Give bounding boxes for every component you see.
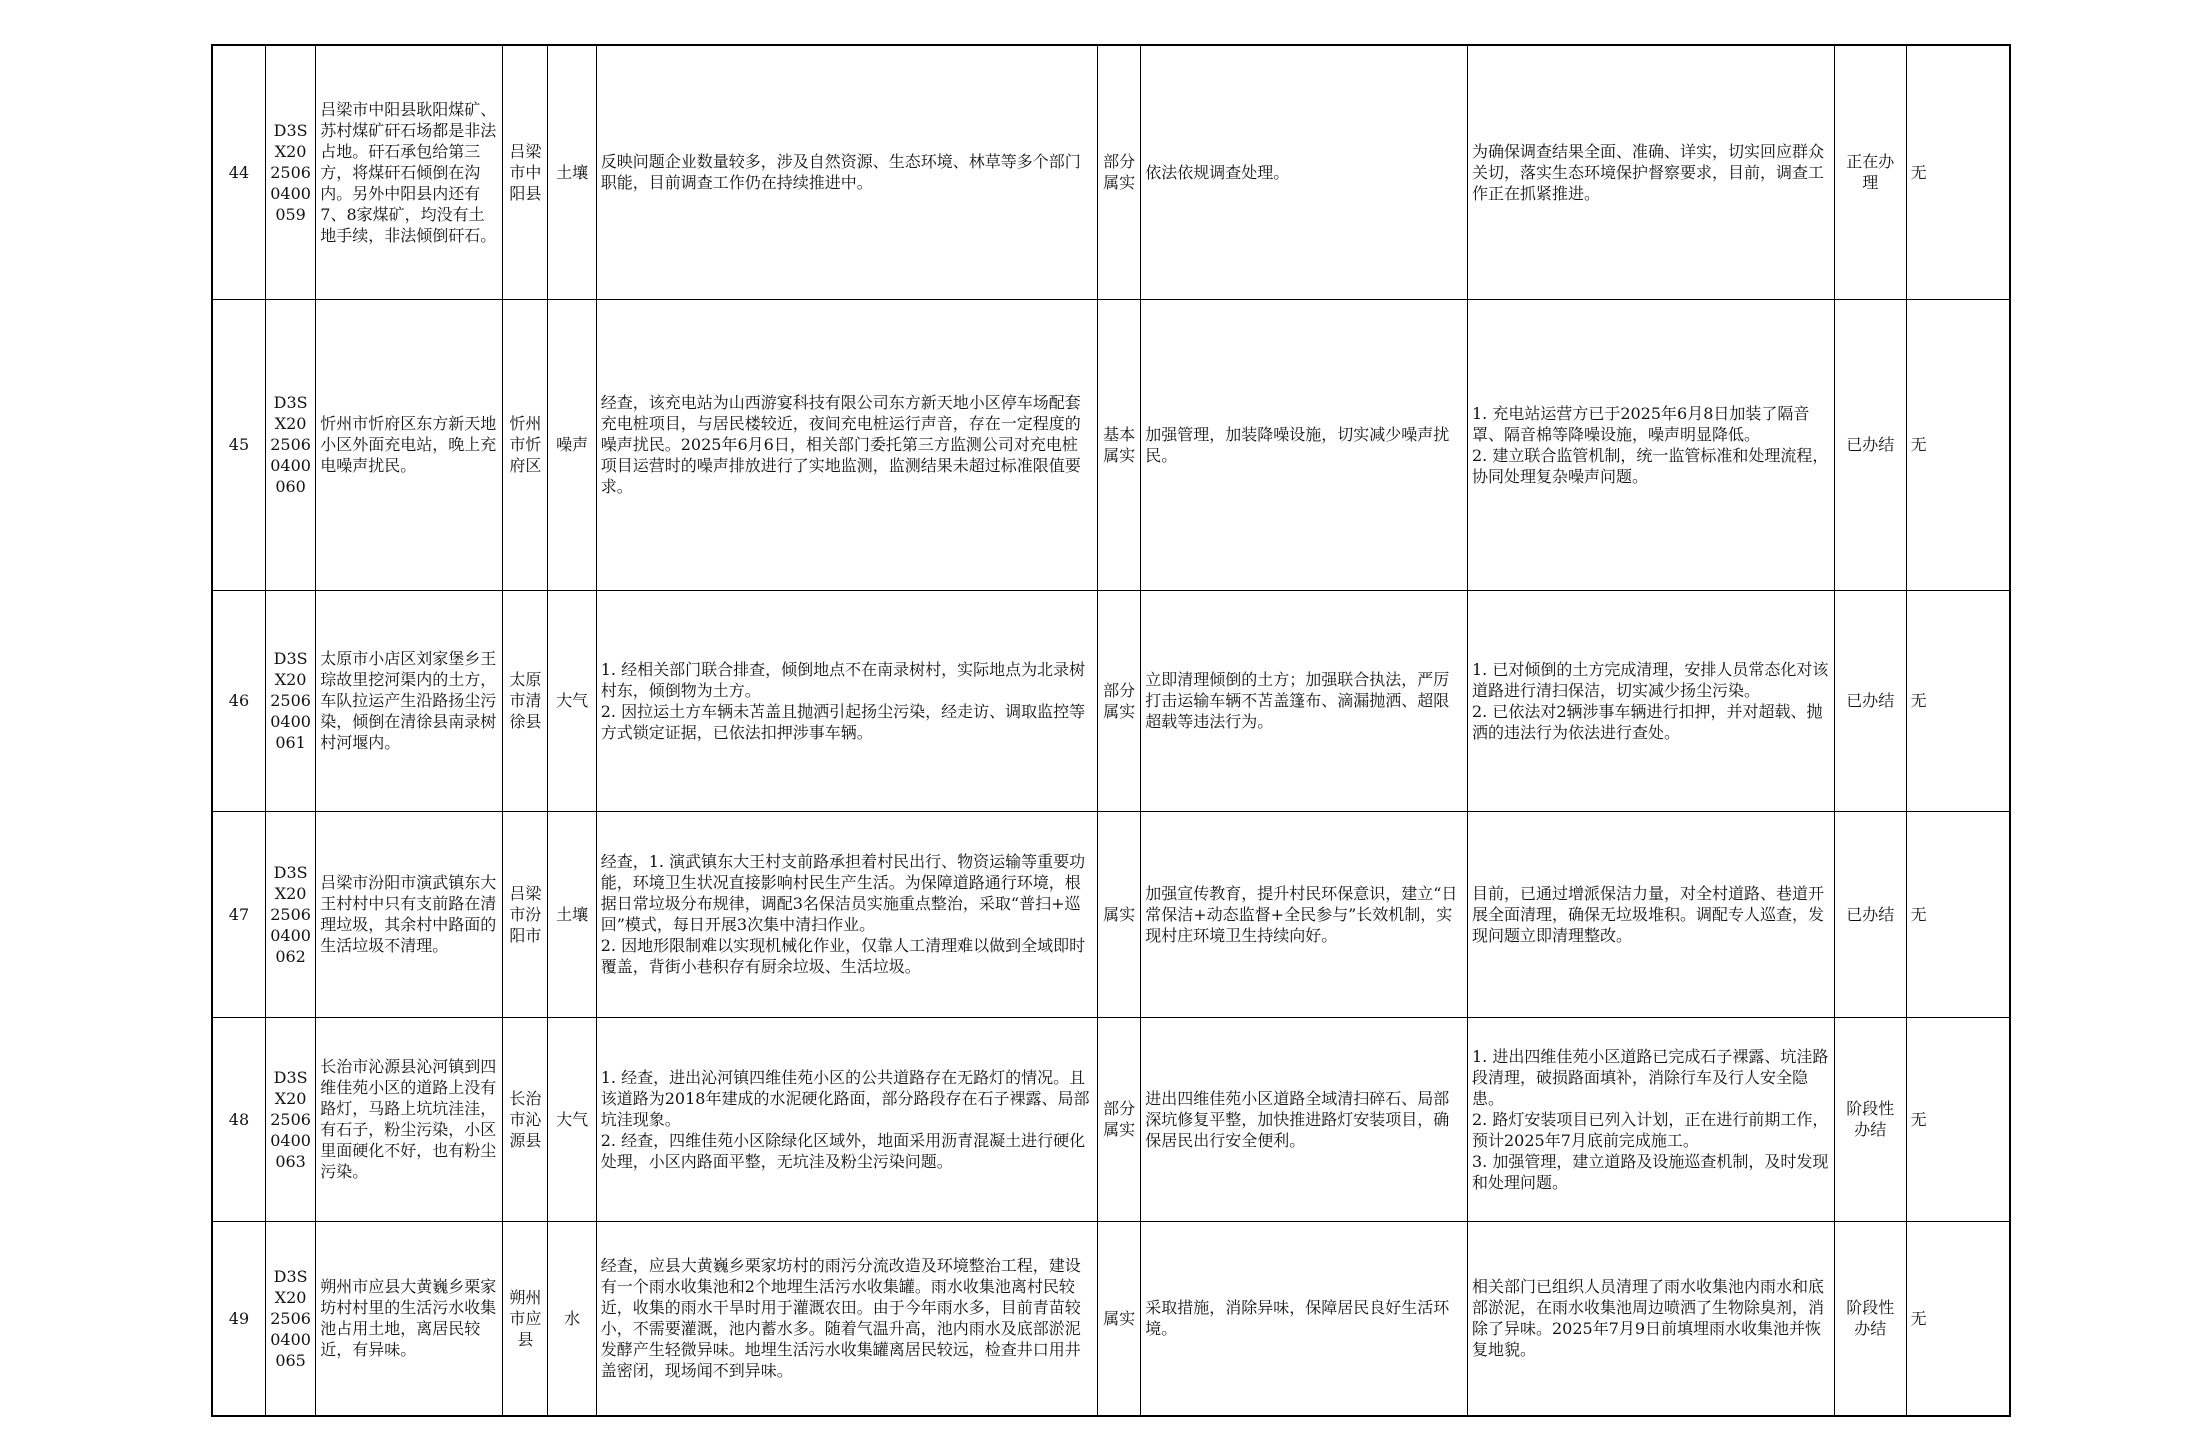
pollution-type: 大气 bbox=[548, 1017, 596, 1221]
complaint-content: 吕梁市中阳县耿阳煤矿、苏村煤矿矸石场都是非法占地。矸石承包给第三方，将煤矸石倾倒在沟内。另外中阳县内还有7、8家煤矿，均没有土地手续，非法倾倒矸石。 bbox=[316, 45, 503, 299]
table-row bbox=[212, 1017, 2010, 1221]
case-code: D3SX2025060400061 bbox=[265, 590, 315, 811]
rectification-result bbox=[1467, 299, 1834, 590]
table-row bbox=[212, 45, 2010, 299]
investigation-findings bbox=[596, 590, 1097, 811]
rectification-result bbox=[1467, 811, 1834, 1017]
case-status: 已办结 bbox=[1834, 299, 1906, 590]
case-status: 正在办理 bbox=[1834, 45, 1906, 299]
result-paragraph: 3. 加强管理，建立道路及设施巡查机制，及时发现和处理问题。 bbox=[1471, 1151, 1829, 1192]
case-code: D3SX2025060400065 bbox=[265, 1221, 315, 1416]
rectification-result bbox=[1467, 1017, 1834, 1221]
rectification-result bbox=[1467, 590, 1834, 811]
verification-verdict: 部分属实 bbox=[1098, 45, 1141, 299]
accountability: 无 bbox=[1906, 45, 2010, 299]
rectification-result bbox=[1467, 45, 1834, 299]
handling-opinion: 依法依规调查处理。 bbox=[1141, 45, 1468, 299]
pollution-type: 噪声 bbox=[548, 299, 596, 590]
verification-verdict: 属实 bbox=[1098, 811, 1141, 1017]
case-code: D3SX2025060400060 bbox=[265, 299, 315, 590]
pollution-type: 大气 bbox=[548, 590, 596, 811]
finding-paragraph: 2. 因拉运土方车辆未苫盖且抛洒引起扬尘污染，经走访、调取监控等方式锁定证据，已依法扣押涉事车辆。 bbox=[600, 701, 1086, 742]
table-row bbox=[212, 299, 2010, 590]
finding-paragraph: 反映问题企业数量较多，涉及自然资源、生态环境、林草等多个部门职能，目前调查工作仍在持续推进中。 bbox=[600, 152, 1081, 193]
investigation-findings bbox=[596, 1221, 1097, 1416]
accountability: 无 bbox=[1906, 811, 2010, 1017]
complaint-content: 朔州市应县大黄巍乡栗家坊村村里的生活污水收集池占用土地，离居民较近，有异味。 bbox=[316, 1221, 503, 1416]
row-number: 44 bbox=[212, 45, 265, 299]
pollution-type: 土壤 bbox=[548, 45, 596, 299]
case-status: 阶段性办结 bbox=[1834, 1221, 1906, 1416]
verification-verdict: 基本属实 bbox=[1098, 299, 1141, 590]
row-number: 49 bbox=[212, 1221, 265, 1416]
finding-paragraph: 1. 经相关部门联合排查，倾倒地点不在南录树村，实际地点为北录树村东，倾倒物为土方。 bbox=[600, 659, 1086, 700]
verification-verdict: 部分属实 bbox=[1098, 590, 1141, 811]
accountability: 无 bbox=[1906, 299, 2010, 590]
case-table bbox=[211, 44, 2011, 1417]
handling-opinion: 立即清理倾倒的土方；加强联合执法，严厉打击运输车辆不苫盖篷布、滴漏抛洒、超限超载等违法行为。 bbox=[1141, 590, 1468, 811]
row-number: 46 bbox=[212, 590, 265, 811]
accountability: 无 bbox=[1906, 1017, 2010, 1221]
row-number: 48 bbox=[212, 1017, 265, 1221]
row-number: 47 bbox=[212, 811, 265, 1017]
administrative-region: 吕梁市汾阳市 bbox=[503, 811, 548, 1017]
case-status: 阶段性办结 bbox=[1834, 1017, 1906, 1221]
result-paragraph: 1. 已对倾倒的土方完成清理，安排人员常态化对该道路进行清扫保洁，切实减少扬尘污染。 bbox=[1471, 659, 1829, 700]
finding-paragraph: 1. 经查，进出沁河镇四维佳苑小区的公共道路存在无路灯的情况。且该道路为2018年建成的水泥硬化路面，部分路段存在石子裸露、局部坑洼现象。 bbox=[600, 1067, 1090, 1129]
case-status: 已办结 bbox=[1834, 590, 1906, 811]
case-status: 已办结 bbox=[1834, 811, 1906, 1017]
investigation-findings bbox=[596, 811, 1097, 1017]
investigation-findings bbox=[596, 1017, 1097, 1221]
finding-paragraph: 2. 因地形限制难以实现机械化作业，仅靠人工清理难以做到全域即时覆盖，背街小巷积存有厨余垃圾、生活垃圾。 bbox=[600, 936, 1086, 976]
accountability: 无 bbox=[1906, 590, 2010, 811]
administrative-region: 忻州市忻府区 bbox=[503, 299, 548, 590]
administrative-region: 太原市清徐县 bbox=[503, 590, 548, 811]
administrative-region: 朔州市应县 bbox=[503, 1221, 548, 1416]
row-number: 45 bbox=[212, 299, 265, 590]
table-row bbox=[212, 811, 2010, 1017]
table-row bbox=[212, 590, 2010, 811]
finding-paragraph: 经查，应县大黄巍乡栗家坊村的雨污分流改造及环境整治工程，建设有一个雨水收集池和2个地埋生活污水收集罐。雨水收集池离村民较近，收集的雨水干旱时用于灌溉农田。由于今年雨水多，目前青苗较小，不需要灌溉，池内蓄水多。随着气温升高，池内雨水及底部淤泥发酵产生轻微异味。地埋生活污水收集罐离居民较远，检查井口用井盖密闭，现场闻不到异味。 bbox=[600, 1256, 1081, 1381]
case-code: D3SX2025060400059 bbox=[265, 45, 315, 299]
complaint-content: 长治市沁源县沁河镇到四维佳苑小区的道路上没有路灯，马路上坑坑洼洼，有石子，粉尘污染，小区里面硬化不好，也有粉尘污染。 bbox=[316, 1017, 503, 1221]
verification-verdict: 属实 bbox=[1098, 1221, 1141, 1416]
result-paragraph: 2. 建立联合监管机制，统一监管标准和处理流程，协同处理复杂噪声问题。 bbox=[1471, 445, 1829, 486]
case-code: D3SX2025060400063 bbox=[265, 1017, 315, 1221]
handling-opinion: 加强宣传教育，提升村民环保意识，建立“日常保洁+动态监督+全民参与”长效机制，实现村庄环境卫生持续向好。 bbox=[1141, 811, 1468, 1017]
finding-paragraph: 2. 经查，四维佳苑小区除绿化区域外，地面采用沥青混凝土进行硬化处理，小区内路面平整，无坑洼及粉尘污染问题。 bbox=[600, 1130, 1086, 1171]
handling-opinion: 采取措施，消除异味，保障居民良好生活环境。 bbox=[1141, 1221, 1468, 1416]
pollution-type: 土壤 bbox=[548, 811, 596, 1017]
verification-verdict: 部分属实 bbox=[1098, 1017, 1141, 1221]
result-paragraph: 相关部门已组织人员清理了雨水收集池内雨水和底部淤泥，在雨水收集池周边喷洒了生物除臭剂，消除了异味。2025年7月9日前填埋雨水收集池并恢复地貌。 bbox=[1471, 1277, 1824, 1360]
result-paragraph: 为确保调查结果全面、准确、详实，切实回应群众关切，落实生态环境保护督察要求，目前，调查工作正在抓紧推进。 bbox=[1471, 141, 1824, 203]
handling-opinion: 加强管理，加装降噪设施，切实减少噪声扰民。 bbox=[1141, 299, 1468, 590]
complaint-content: 太原市小店区刘家堡乡王琮故里挖河渠内的土方，车队拉运产生沿路扬尘污染，倾倒在清徐县南录树村河堰内。 bbox=[316, 590, 503, 811]
administrative-region: 吕梁市中阳县 bbox=[503, 45, 548, 299]
result-paragraph: 1. 充电站运营方已于2025年6月8日加装了隔音罩、隔音棉等降噪设施，噪声明显降低。 bbox=[1471, 403, 1810, 444]
accountability: 无 bbox=[1906, 1221, 2010, 1416]
finding-paragraph: 经查，1. 演武镇东大王村支前路承担着村民出行、物资运输等重要功能，环境卫生状况直接影响村民生产生活。为保障道路通行环境，根据日常垃圾分布规律，调配3名保洁员实施重点整治，采取“普扫+巡回”模式，每日开展3次集中清扫作业。 bbox=[600, 852, 1086, 934]
investigation-findings bbox=[596, 299, 1097, 590]
result-paragraph: 2. 已依法对2辆涉事车辆进行扣押，并对超载、抛洒的违法行为依法进行查处。 bbox=[1471, 701, 1823, 742]
result-paragraph: 1. 进出四维佳苑小区道路已完成石子裸露、坑洼路段清理，破损路面填补，消除行车及行人安全隐患。 bbox=[1471, 1046, 1829, 1108]
case-code: D3SX2025060400062 bbox=[265, 811, 315, 1017]
finding-paragraph: 经查，该充电站为山西游宴科技有限公司东方新天地小区停车场配套充电桩项目，与居民楼较近，夜间充电桩运行声音，存在一定程度的噪声扰民。2025年6月6日，相关部门委托第三方监测公司对充电桩项目运营时的噪声排放进行了实地监测，监测结果未超过标准限值要求。 bbox=[600, 393, 1081, 496]
investigation-findings bbox=[596, 45, 1097, 299]
complaint-content: 吕梁市汾阳市演武镇东大王村村中只有支前路在清理垃圾，其余村中路面的生活垃圾不清理。 bbox=[316, 811, 503, 1017]
pollution-type: 水 bbox=[548, 1221, 596, 1416]
handling-opinion: 进出四维佳苑小区道路全域清扫碎石、局部深坑修复平整，加快推进路灯安装项目，确保居民出行安全便利。 bbox=[1141, 1017, 1468, 1221]
result-paragraph: 2. 路灯安装项目已列入计划，正在进行前期工作，预计2025年7月底前完成施工。 bbox=[1471, 1109, 1829, 1150]
table-row bbox=[212, 1221, 2010, 1416]
result-paragraph: 目前，已通过增派保洁力量，对全村道路、巷道开展全面清理，确保无垃圾堆积。调配专人巡查，发现问题立即清理整改。 bbox=[1471, 883, 1824, 945]
administrative-region: 长治市沁源县 bbox=[503, 1017, 548, 1221]
complaint-content: 忻州市忻府区东方新天地小区外面充电站，晚上充电噪声扰民。 bbox=[316, 299, 503, 590]
rectification-result bbox=[1467, 1221, 1834, 1416]
